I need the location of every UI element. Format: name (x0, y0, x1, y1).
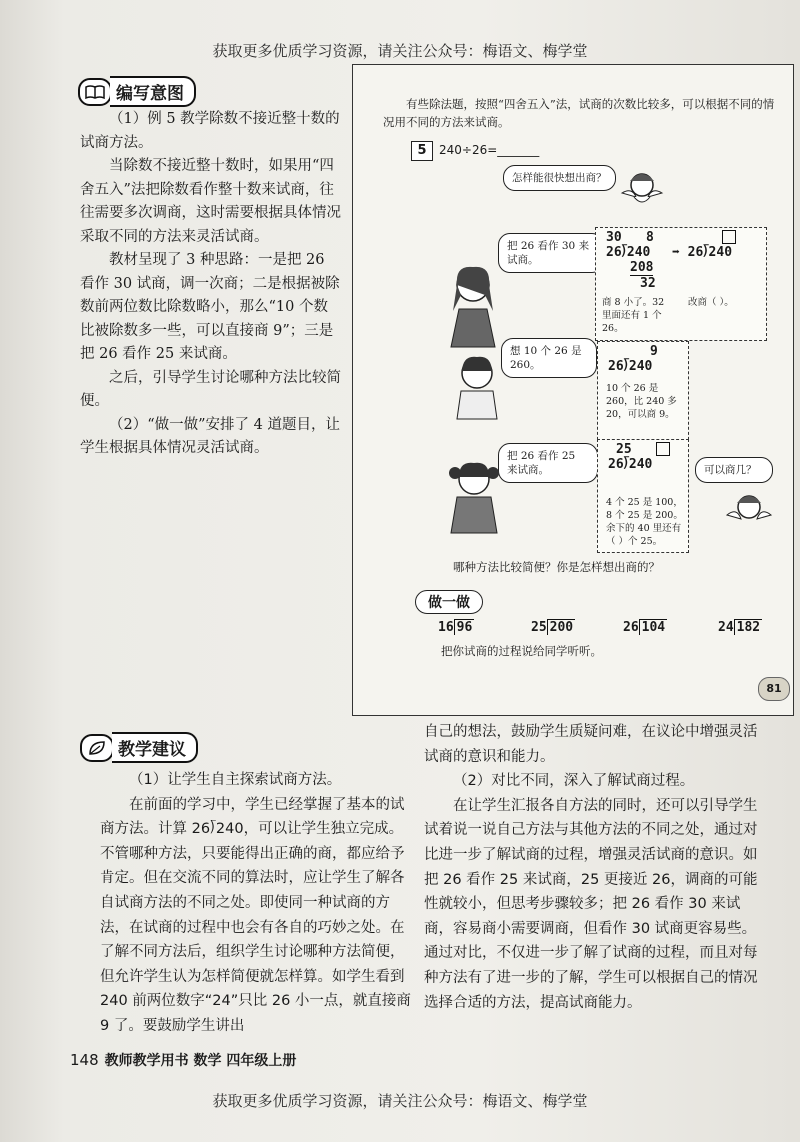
exercise-divisor: 16 (438, 620, 454, 635)
page-footer (70, 1050, 296, 1070)
m3-answer-box (656, 442, 670, 456)
m1-estimate: 30 (606, 230, 622, 245)
suggest-heading (80, 732, 198, 763)
intent-para: 当除数不接近整十数时，如果用“四舍五入”法把除数看作整十数来试商，往往需要多次调商，这时需要根据具体情况采取不同的方法来灵活试商。 (80, 158, 341, 245)
speech-bubble-right: 可以商几？ (695, 457, 773, 483)
m1-subtract: 208 (630, 260, 654, 275)
inset-page-number: 81 (758, 677, 790, 701)
suggest-para: （2）对比不同，深入了解试商过程。 (453, 773, 695, 790)
speech-bubble-method3: 把 26 看作 25 来试商。 (498, 443, 598, 483)
inset-question: 哪种方法比较简便？你是怎样想出商的？ (453, 560, 660, 574)
exercise-divisor: 25 (531, 620, 547, 635)
girl-pigtails-figure-icon (445, 455, 503, 535)
speech-bubble-method1: 把 26 看作 30 来试商。 (498, 233, 604, 273)
m2-quotient: 9 (650, 344, 658, 359)
girl-figure-icon (441, 261, 503, 349)
m1-quotient: 8 (646, 230, 654, 245)
example-number: 5 (411, 141, 433, 161)
exercise-2 (531, 620, 575, 635)
method1-box (595, 227, 767, 341)
intent-para: （2）“做一做”安排了 4 道题目，让学生根据具体情况灵活试商。 (80, 416, 340, 456)
suggest-left-column (100, 768, 412, 1039)
exercise-3 (623, 620, 667, 635)
method2-box (597, 341, 689, 455)
intent-para: 教材呈现了 3 种思路：一是把 26 看作 30 试商，调一次商；二是根据被除数前两位数比除数略小，那么“10 个数比被除数多一些，可以直接商 9”；三是把 26 看作 25 来试商。 (80, 252, 340, 362)
inset-tail: 把你试商的过程说给同学听听。 (441, 644, 602, 658)
banner-top: 获取更多优质学习资源，请关注公众号：梅语文、梅学堂 (212, 42, 588, 60)
exercise-dividend: 182 (734, 619, 762, 635)
m3-note: 4 个 25 是 100，8 个 25 是 200。余下的 40 里还有（ ）个 25。 (606, 497, 683, 547)
m1-note: 商 8 小了。32 里面还有 1 个 26。 (602, 297, 665, 334)
intent-heading (78, 76, 196, 107)
suggest-title: 教学建议 (112, 732, 198, 763)
example-problem: 240÷26=_______ (439, 143, 540, 157)
suggest-para: （1）让学生自主探索试商方法。 (129, 772, 342, 788)
exercise-dividend: 104 (639, 619, 667, 635)
m1-remainder: 32 (640, 276, 656, 291)
m3-division: 26⟌240 (608, 457, 653, 472)
cartoon-angel-icon (723, 485, 775, 533)
intent-para: （1）例 5 教学除数不接近整十数的试商方法。 (80, 111, 340, 151)
exercise-dividend: 200 (547, 619, 575, 635)
banner-bottom: 获取更多优质学习资源，请关注公众号：梅语文、梅学堂 (212, 1092, 588, 1110)
exercise-dividend: 96 (454, 619, 475, 635)
speech-bubble-method2: 想 10 个 26 是 260。 (501, 338, 597, 378)
book-title: 教师教学用书 数学 四年级上册 (104, 1053, 297, 1069)
page-number: 148 (70, 1051, 99, 1069)
intent-title: 编写意图 (110, 76, 196, 107)
speech-bubble-question: 怎样能很快想出商？ (503, 165, 616, 191)
textbook-inset (352, 64, 794, 716)
exercise-1 (438, 620, 474, 635)
inset-intro: 有些除法题，按照“四舍五入”法，试商的次数比较多，可以根据不同的情况用不同的方法来试商。 (383, 97, 775, 129)
m2-division: 26⟌240 (608, 359, 653, 374)
m1-note-adjust: 改商（ ）。 (688, 297, 734, 308)
m2-note: 10 个 26 是 260，比 240 多 20，可以商 9。 (606, 383, 677, 420)
suggest-para: 自己的想法，鼓励学生质疑问难，在议论中增强灵活试商的意识和能力。 (424, 724, 758, 765)
exercise-4 (718, 620, 762, 635)
intent-para: 之后，引导学生讨论哪种方法比较简便。 (80, 369, 341, 409)
zuoyizuo-label: 做一做 (415, 590, 483, 614)
book-icon (78, 78, 112, 106)
intent-text (80, 108, 342, 461)
exercise-divisor: 26 (623, 620, 639, 635)
suggest-para: 在让学生汇报各自方法的同时，还可以引导学生试着说一说自己方法与其他方法的不同之处，通过对比进一步了解试商的过程，增强灵活试商的意识。如把 26 看作 25 来试商，25 更接近 26，调商的可能性就较小，但思考步骤较多；把 26 看作 30 来试商，容易商小需要调商，但看作 30 试商更容易些。通过对比，不仅进一步了解了试商的过程，而且对每种方法有了进一步的了解，学生可以根据自己的情况选择合适的方法，提高试商能力。 (424, 797, 758, 1011)
m1-adjusted-division: ➡ 26⟌240 (672, 245, 733, 260)
m1-division: 26⟌240 (606, 245, 651, 260)
leaf-icon (80, 734, 114, 762)
m1-answer-box (722, 230, 736, 244)
exercise-divisor: 24 (718, 620, 734, 635)
method3-box (597, 439, 689, 553)
cartoon-angel-icon (618, 167, 666, 209)
boy-figure-icon (451, 351, 503, 421)
suggest-right-column (424, 720, 764, 1015)
m3-estimate: 25 (616, 442, 632, 457)
suggest-para: 在前面的学习中，学生已经掌握了基本的试商方法。计算 26⟌240，可以让学生独立完成。不管哪种方法，只要能得出正确的商，都应给予肯定。但在交流不同的算法时，应让学生了解各自试商方法的不同之处。即使同一种试商的方法，在试商的过程中也会有各自的巧妙之处。在了解不同方法后，组织学生讨论哪种方法简便，但允许学生认为怎样简便就怎样算。如学生看到 240 前两位数字“24”只比 26 小一点，就直接商 9 了。要鼓励学生讲出 (100, 796, 411, 1034)
